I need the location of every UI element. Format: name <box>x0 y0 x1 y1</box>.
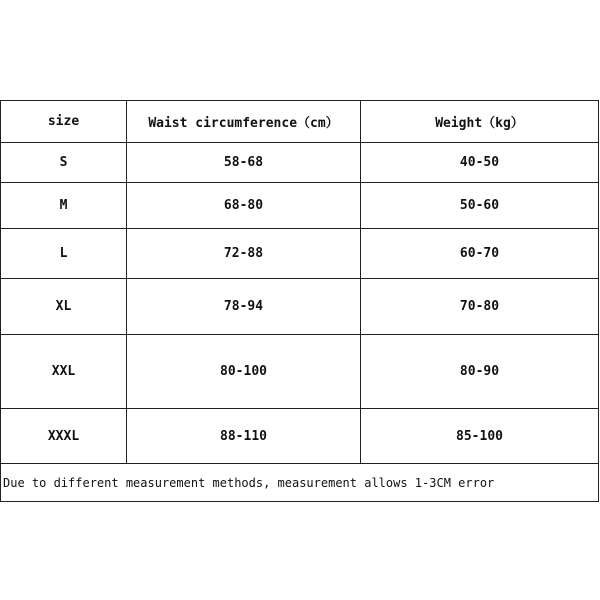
cell-weight: 60-70 <box>361 229 599 279</box>
table-note-row <box>1 464 599 502</box>
header-waist-circumference: Waist circumference（cm） <box>127 101 361 143</box>
table-row <box>1 183 599 229</box>
table-row <box>1 143 599 183</box>
cell-size: XXXL <box>1 409 127 464</box>
cell-size: L <box>1 229 127 279</box>
cell-waist: 68-80 <box>127 183 361 229</box>
cell-weight: 80-90 <box>361 335 599 409</box>
cell-waist: 78-94 <box>127 279 361 335</box>
table-row <box>1 229 599 279</box>
table-row <box>1 279 599 335</box>
cell-waist: 72-88 <box>127 229 361 279</box>
table-row <box>1 409 599 464</box>
size-chart-table <box>0 100 599 502</box>
cell-weight: 40-50 <box>361 143 599 183</box>
cell-waist: 80-100 <box>127 335 361 409</box>
cell-size: S <box>1 143 127 183</box>
cell-weight: 85-100 <box>361 409 599 464</box>
header-weight: Weight（kg） <box>361 101 599 143</box>
header-size: size <box>1 101 127 143</box>
cell-weight: 50-60 <box>361 183 599 229</box>
cell-weight: 70-80 <box>361 279 599 335</box>
cell-waist: 88-110 <box>127 409 361 464</box>
table-header-row <box>1 101 599 143</box>
cell-waist: 58-68 <box>127 143 361 183</box>
cell-size: M <box>1 183 127 229</box>
cell-size: XXL <box>1 335 127 409</box>
measurement-note: Due to different measurement methods, measurement allows 1-3CM error <box>1 464 599 502</box>
table-row <box>1 335 599 409</box>
cell-size: XL <box>1 279 127 335</box>
